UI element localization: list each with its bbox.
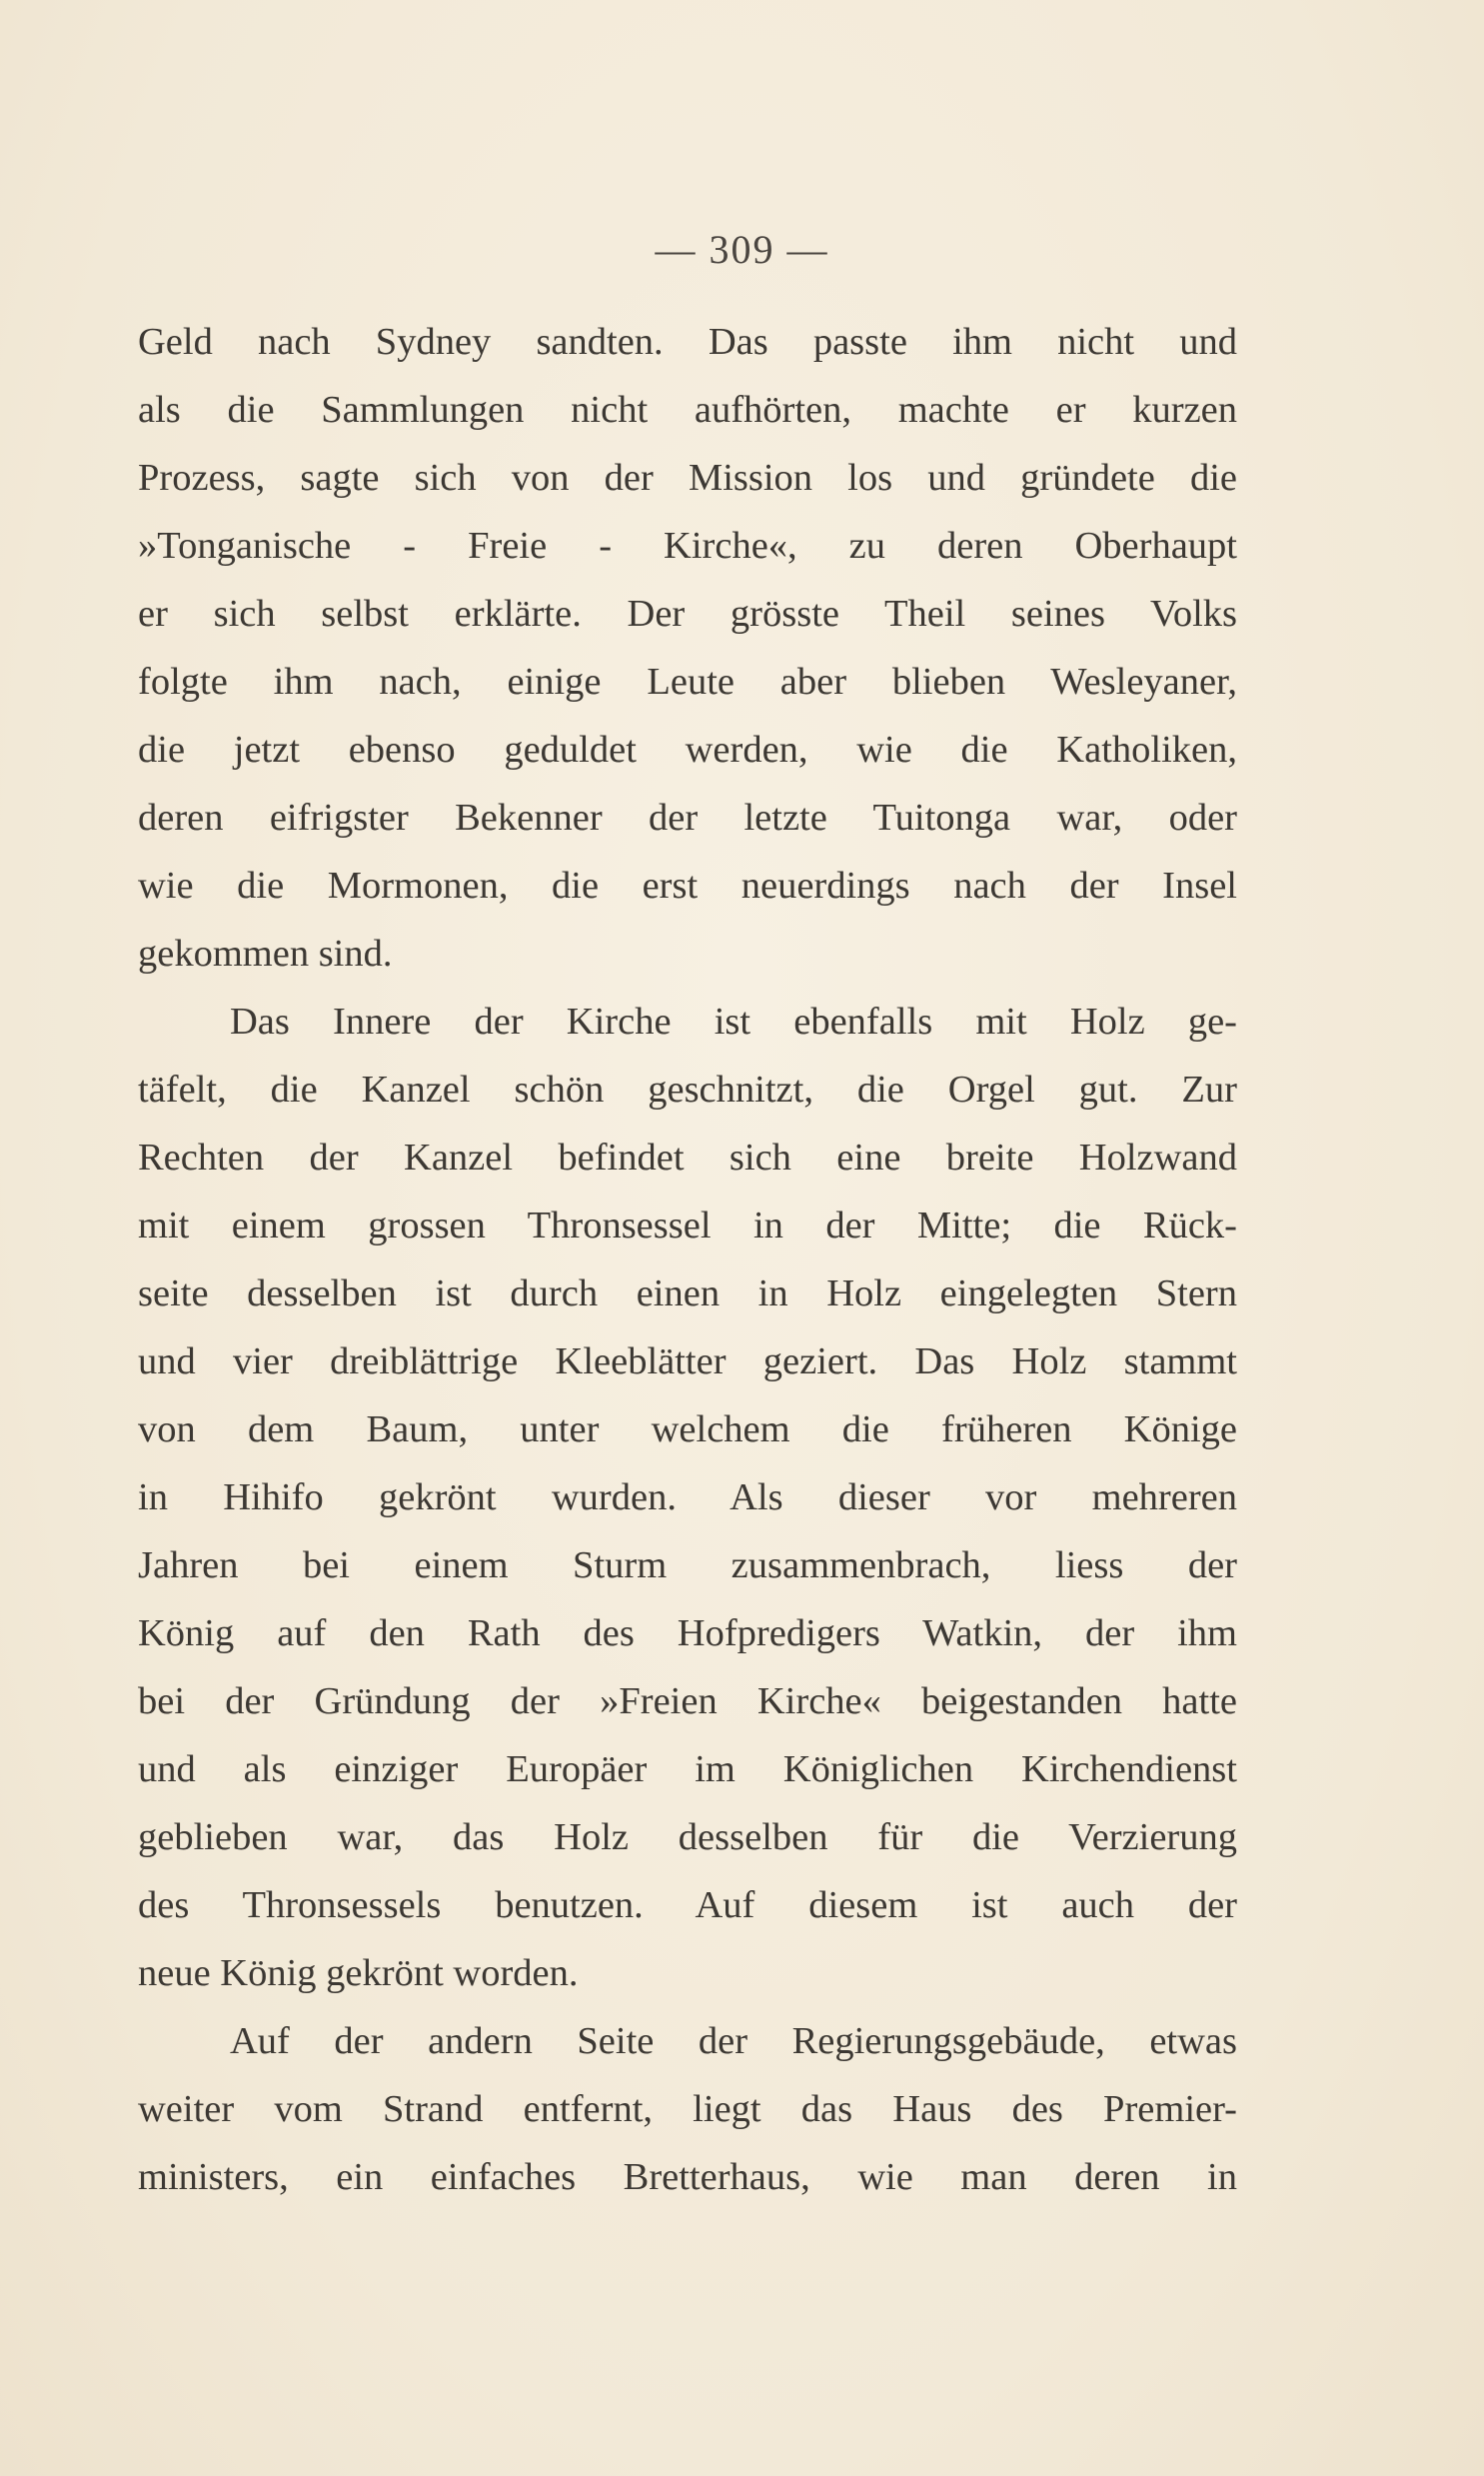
text-line: folgte ihm nach, einige Leute aber blieben Wesleyaner, <box>138 661 1237 703</box>
text-line: Geld nach Sydney sandten. Das passte ihm nicht und <box>138 321 1237 363</box>
text-line: von dem Baum, unter welchem die früheren Könige <box>138 1408 1237 1450</box>
text-line: weiter vom Strand entfernt, liegt das Haus des Premier- <box>138 2088 1237 2130</box>
text-line: täfelt, die Kanzel schön geschnitzt, die Orgel gut. Zur <box>138 1069 1237 1111</box>
text-line: geblieben war, das Holz desselben für die Verzierung <box>138 1816 1237 1858</box>
text-line: gekommen sind. <box>138 933 393 975</box>
text-line: Prozess, sagte sich von der Mission los und gründete die <box>138 457 1237 499</box>
text-line: Rechten der Kanzel befindet sich eine breite Holzwand <box>138 1137 1237 1179</box>
text-line: mit einem grossen Thronsessel in der Mitte; die Rück- <box>138 1205 1237 1246</box>
text-line: ministers, ein einfaches Bretterhaus, wie man deren in <box>138 2156 1237 2198</box>
paragraph-start-line: Auf der andern Seite der Regierungsgebäude, etwas <box>230 2020 1237 2062</box>
text-line: König auf den Rath des Hofpredigers Watkin, der ihm <box>138 1612 1237 1654</box>
text-line: in Hihifo gekrönt wurden. Als dieser vor mehreren <box>138 1476 1237 1518</box>
text-line: deren eifrigster Bekenner der letzte Tuitonga war, oder <box>138 797 1237 839</box>
text-line: wie die Mormonen, die erst neuerdings nach der Insel <box>138 865 1237 907</box>
text-line: und vier dreiblättrige Kleeblätter geziert. Das Holz stammt <box>138 1340 1237 1382</box>
paragraph-start-line: Das Innere der Kirche ist ebenfalls mit Holz ge- <box>230 1001 1237 1043</box>
text-line: als die Sammlungen nicht aufhörten, machte er kurzen <box>138 389 1237 431</box>
text-line: er sich selbst erklärte. Der grösste Theil seines Volks <box>138 593 1237 635</box>
text-line: und als einziger Europäer im Königlichen Kirchendienst <box>138 1748 1237 1790</box>
text-line: »Tonganische - Freie - Kirche«, zu deren Oberhaupt <box>138 525 1237 567</box>
text-line: die jetzt ebenso geduldet werden, wie die Katholiken, <box>138 729 1237 771</box>
text-line: seite desselben ist durch einen in Holz eingelegten Stern <box>138 1272 1237 1314</box>
text-line: Jahren bei einem Sturm zusammenbrach, liess der <box>138 1544 1237 1586</box>
text-line: bei der Gründung der »Freien Kirche« beigestanden hatte <box>138 1680 1237 1722</box>
page-number: — 309 — <box>655 227 829 272</box>
text-line: neue König gekrönt worden. <box>138 1952 579 1994</box>
text-line: des Thronsessels benutzen. Auf diesem ist auch der <box>138 1884 1237 1926</box>
